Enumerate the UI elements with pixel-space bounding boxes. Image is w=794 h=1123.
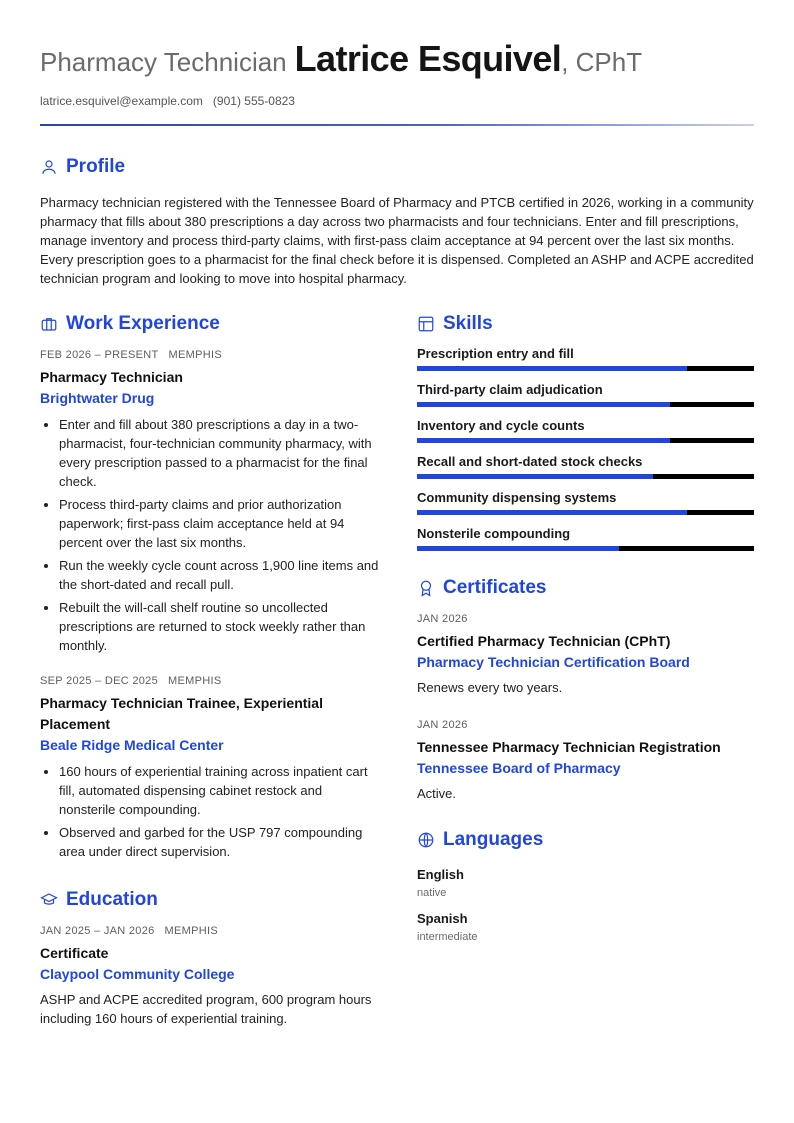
skill-level-fill bbox=[417, 546, 619, 551]
work-role: Pharmacy Technician bbox=[40, 369, 183, 385]
profile-heading bbox=[40, 156, 754, 178]
work-bullet: • 160 hours of experiential training across inpatient cart fill, automated dispensing cabinet restock and nonsterile compounding. bbox=[59, 762, 380, 819]
profile-text: Pharmacy technician registered with the Tennessee Board of Pharmacy and PTCB certified in 2026, working in a community pharmacy that fills about 380 prescriptions a day across two pharmacists and four technicians. Enter and fill prescriptions, manage inventory and process third-party claims, with first-pass claim acceptance at 94 percent over the last six months. Every prescription goes to a pharmacist for the final check before it is dispensed. Completed an ASHP and ACPE accredited technician program and looking to move into hospital pharmacy. bbox=[40, 195, 754, 286]
email[interactable]: latrice.esquivel@example.com bbox=[40, 94, 203, 108]
work-entry bbox=[40, 349, 380, 655]
education-dates: JAN 2025 – JAN 2026 bbox=[40, 925, 155, 937]
briefcase-icon bbox=[40, 315, 58, 333]
certificate-name: Certified Pharmacy Technician (CPhT) bbox=[417, 633, 671, 649]
languages-heading bbox=[417, 829, 754, 851]
work-bullet: • Run the weekly cycle count across 1,900 line items and the short-dated and recall pull. bbox=[59, 556, 380, 594]
language-item bbox=[417, 867, 754, 899]
header-divider bbox=[40, 124, 754, 126]
work-entry bbox=[40, 675, 380, 861]
skill-label: Inventory and cycle counts bbox=[417, 418, 585, 433]
education-heading bbox=[40, 889, 380, 911]
person-icon bbox=[40, 158, 58, 176]
work-bullets bbox=[40, 762, 380, 861]
skill-label: Recall and short-dated stock checks bbox=[417, 454, 643, 469]
contact-line bbox=[40, 94, 754, 108]
work-dates: SEP 2025 – DEC 2025 bbox=[40, 675, 159, 687]
skill-label: Nonsterile compounding bbox=[417, 526, 571, 541]
language-item bbox=[417, 911, 754, 943]
profile-title: Profile bbox=[66, 156, 126, 177]
languages-list bbox=[417, 867, 754, 943]
skills-list bbox=[417, 346, 754, 551]
skill-item bbox=[417, 454, 754, 479]
language-name: Spanish bbox=[417, 911, 468, 926]
work-bullet: • Observed and garbed for the USP 797 compounding area under direct supervision. bbox=[59, 823, 380, 861]
work-dates: FEB 2026 – PRESENT bbox=[40, 349, 159, 361]
resume-header bbox=[40, 0, 754, 126]
work-location: MEMPHIS bbox=[168, 349, 222, 361]
certificate-date: JAN 2026 bbox=[417, 719, 468, 731]
education-description: ASHP and ACPE accredited program, 600 program hours including 160 hours of experiential training. bbox=[40, 992, 372, 1026]
skill-level-bar bbox=[417, 366, 754, 371]
skill-label: Prescription entry and fill bbox=[417, 346, 574, 361]
resume-page bbox=[40, 0, 754, 1026]
education-meta bbox=[40, 925, 380, 937]
skill-level-fill bbox=[417, 402, 670, 407]
skill-item bbox=[417, 418, 754, 443]
phone[interactable]: (901) 555-0823 bbox=[212, 94, 295, 108]
work-bullet: • Process third-party claims and prior authorization paperwork; first-pass claim acceptance held at 94 percent over the last six months. bbox=[59, 495, 380, 552]
certificate-issuer: Pharmacy Technician Certification Board bbox=[417, 654, 690, 670]
skill-level-fill bbox=[417, 438, 670, 443]
job-title: Pharmacy Technician bbox=[40, 47, 287, 77]
languages-title: Languages bbox=[443, 829, 544, 850]
skill-item bbox=[417, 346, 754, 371]
certificate-note: Renews every two years. bbox=[417, 680, 563, 695]
work-bullet: • Rebuilt the will-call shelf routine so uncollected prescriptions are returned to stock weekly rather than monthly. bbox=[59, 598, 380, 655]
work-title: Work Experience bbox=[66, 313, 220, 334]
work-org: Brightwater Drug bbox=[40, 390, 155, 406]
education-school: Claypool Community College bbox=[40, 966, 235, 982]
work-bullets bbox=[40, 415, 380, 655]
education-title: Education bbox=[66, 889, 158, 910]
skill-level-bar bbox=[417, 546, 754, 551]
skill-label: Third-party claim adjudication bbox=[417, 382, 603, 397]
certificates-heading bbox=[417, 577, 754, 599]
education-entry bbox=[40, 925, 380, 1028]
name-line bbox=[40, 38, 754, 80]
profile-section bbox=[40, 156, 754, 288]
globe-icon bbox=[417, 831, 435, 849]
certificate-name: Tennessee Pharmacy Technician Registration bbox=[417, 739, 721, 755]
skill-level-bar bbox=[417, 402, 754, 407]
layout-icon bbox=[417, 315, 435, 333]
work-meta bbox=[40, 349, 380, 361]
skill-level-fill bbox=[417, 366, 687, 371]
certificate-note: Active. bbox=[417, 786, 457, 801]
skill-item bbox=[417, 526, 754, 551]
right-column bbox=[417, 313, 754, 943]
skill-level-bar bbox=[417, 510, 754, 515]
skill-item bbox=[417, 382, 754, 407]
work-bullet: • Enter and fill about 380 prescriptions a day in a two-pharmacist, four-technician community pharmacy, with every prescription passed to a pharmacist for the final check. bbox=[59, 415, 380, 491]
certificates-title: Certificates bbox=[443, 577, 547, 598]
graduation-cap-icon bbox=[40, 891, 58, 909]
skill-level-fill bbox=[417, 474, 653, 479]
skill-level-bar bbox=[417, 474, 754, 479]
certificate-entry bbox=[417, 613, 754, 697]
work-meta bbox=[40, 675, 380, 687]
certificate-issuer: Tennessee Board of Pharmacy bbox=[417, 760, 621, 776]
certificate-entry bbox=[417, 719, 754, 803]
skill-item bbox=[417, 490, 754, 515]
skills-heading bbox=[417, 313, 754, 335]
full-name: Latrice Esquivel bbox=[294, 38, 562, 79]
skill-level-bar bbox=[417, 438, 754, 443]
credential: , CPhT bbox=[561, 47, 643, 77]
education-location: MEMPHIS bbox=[164, 925, 218, 937]
education-degree: Certificate bbox=[40, 945, 109, 961]
skills-title: Skills bbox=[443, 313, 493, 334]
skill-level-fill bbox=[417, 510, 687, 515]
certificate-date: JAN 2026 bbox=[417, 613, 468, 625]
skill-label: Community dispensing systems bbox=[417, 490, 617, 505]
language-level: native bbox=[417, 887, 447, 899]
left-column bbox=[40, 313, 380, 1046]
work-role: Pharmacy Technician Trainee, Experiential Placement bbox=[40, 695, 323, 732]
work-location: MEMPHIS bbox=[168, 675, 222, 687]
work-heading bbox=[40, 313, 380, 335]
language-level: intermediate bbox=[417, 931, 478, 943]
language-name: English bbox=[417, 867, 464, 882]
work-org: Beale Ridge Medical Center bbox=[40, 737, 224, 753]
award-icon bbox=[417, 579, 435, 597]
